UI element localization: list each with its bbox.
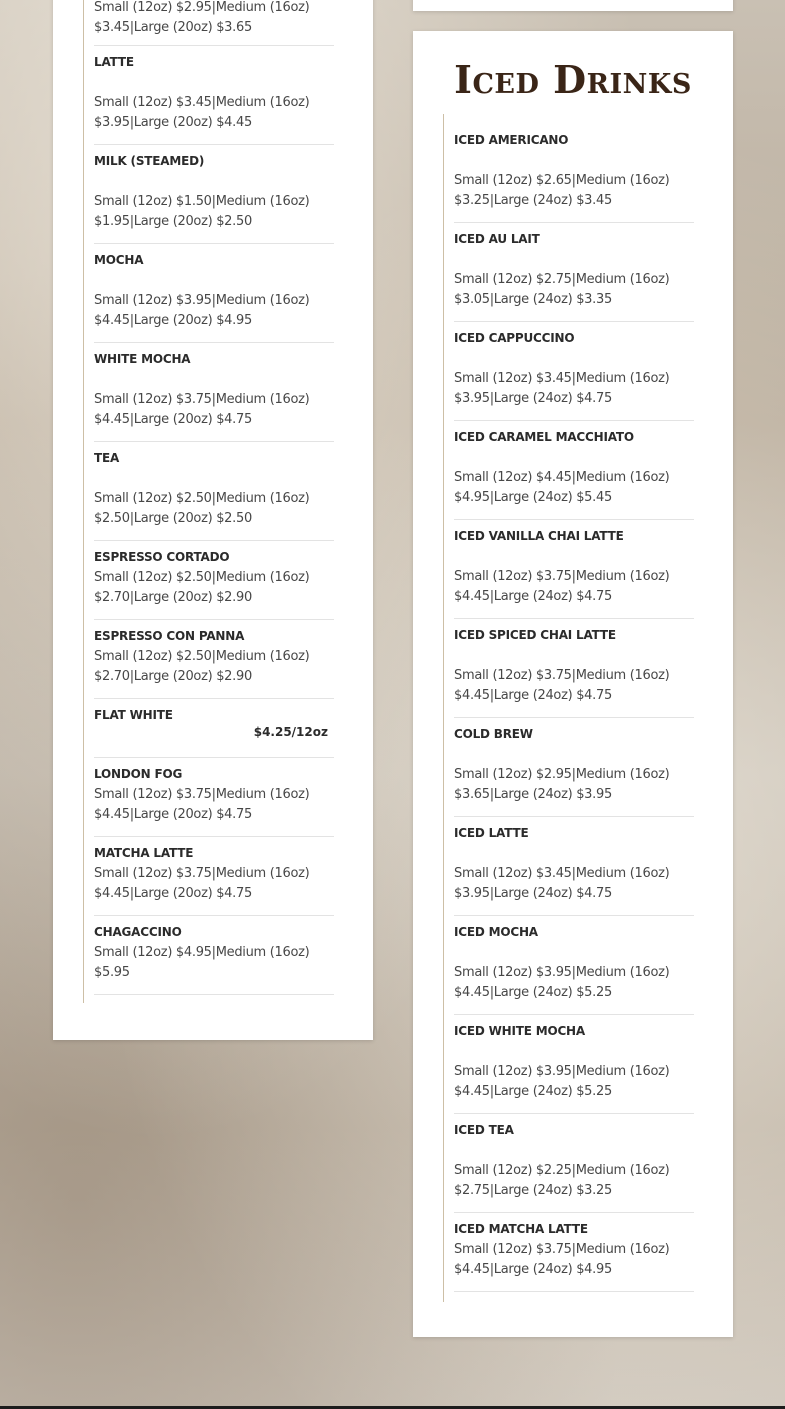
menu-item-price: Small (12oz) $3.75|Medium (16oz) $4.45|Large (20oz) $4.75: [94, 866, 310, 901]
menu-item-name: ICED WHITE MOCHA: [454, 1024, 585, 1038]
menu-item-price: Small (12oz) $3.45|Medium (16oz) $3.95|Large (20oz) $4.45: [94, 95, 310, 130]
menu-item: [94, 342, 334, 442]
menu-item-name: ICED MOCHA: [454, 925, 538, 939]
menu-item-name: ICED AU LAIT: [454, 232, 540, 246]
menu-item: [454, 618, 694, 718]
menu-item-name: ESPRESSO CORTADO: [94, 550, 230, 564]
menu-item: [94, 619, 334, 699]
menu-item: [454, 816, 694, 916]
menu-item-price: Small (12oz) $1.50|Medium (16oz) $1.95|Large (20oz) $2.50: [94, 194, 310, 229]
menu-item-price: $4.25/12oz: [253, 725, 328, 739]
menu-item: [94, 144, 334, 244]
menu-item-name: LONDON FOG: [94, 767, 183, 781]
menu-item-name: FLAT WHITE: [94, 708, 173, 722]
menu-item-price: Small (12oz) $2.50|Medium (16oz) $2.70|Large (20oz) $2.90: [94, 649, 310, 684]
menu-item-price: Small (12oz) $3.95|Medium (16oz) $4.45|Large (20oz) $4.95: [94, 293, 310, 328]
menu-item-name: MATCHA LATTE: [94, 846, 194, 860]
menu-item-price: Small (12oz) $3.45|Medium (16oz) $3.95|Large (24oz) $4.75: [454, 371, 670, 406]
menu-item-name: LATTE: [94, 55, 134, 69]
menu-item-name: ICED CAPPUCCINO: [454, 331, 575, 345]
menu-item: [454, 1212, 694, 1292]
menu-item-price: Small (12oz) $2.75|Medium (16oz) $3.05|Large (24oz) $3.35: [454, 272, 670, 307]
menu-item-name: MILK (STEAMED): [94, 154, 205, 168]
menu-item-name: ESPRESSO CON PANNA: [94, 629, 245, 643]
menu-item: [94, 698, 334, 758]
menu-item-price: Small (12oz) $2.95|Medium (16oz) $3.65|Large (24oz) $3.95: [454, 767, 670, 802]
menu-item-price: Small (12oz) $4.95|Medium (16oz) $5.95: [94, 945, 310, 980]
menu-item-price: Small (12oz) $3.75|Medium (16oz) $4.45|Large (24oz) $4.75: [454, 668, 670, 703]
hot-drinks-card: [53, 0, 373, 1040]
menu-item-price: Small (12oz) $3.75|Medium (16oz) $4.45|Large (20oz) $4.75: [94, 787, 310, 822]
menu-item: [454, 420, 694, 520]
menu-item-name: ICED SPICED CHAI LATTE: [454, 628, 616, 642]
menu-item-price: Small (12oz) $3.45|Medium (16oz) $3.95|Large (24oz) $4.75: [454, 866, 670, 901]
section-title: Iced Drinks: [454, 57, 692, 102]
menu-item-name: TEA: [94, 451, 120, 465]
iced-drinks-card: [413, 31, 733, 1337]
menu-item-name: MOCHA: [94, 253, 144, 267]
menu-item: [454, 717, 694, 817]
menu-item: [94, 243, 334, 343]
iced-drinks-list: [443, 114, 694, 1302]
menu-item-price: Small (12oz) $2.95|Medium (16oz) $3.45|Large (20oz) $3.65: [94, 0, 310, 35]
menu-item-price: Small (12oz) $4.45|Medium (16oz) $4.95|Large (24oz) $5.45: [454, 470, 670, 505]
menu-item-price: Small (12oz) $2.50|Medium (16oz) $2.50|Large (20oz) $2.50: [94, 491, 310, 526]
menu-item: [454, 1113, 694, 1213]
menu-item: [94, 45, 334, 145]
menu-item-name: ICED MATCHA LATTE: [454, 1222, 588, 1236]
menu-item-price: Small (12oz) $2.50|Medium (16oz) $2.70|Large (20oz) $2.90: [94, 570, 310, 605]
previous-section-card: [413, 0, 733, 11]
menu-item-name: COLD BREW: [454, 727, 533, 741]
menu-item-name: ICED TEA: [454, 1123, 514, 1137]
menu-item: [454, 222, 694, 322]
hot-drinks-list: [83, 0, 334, 1003]
menu-item: [94, 0, 334, 46]
menu-item: [94, 915, 334, 995]
menu-item-name: ICED LATTE: [454, 826, 529, 840]
menu-item: [454, 915, 694, 1015]
menu-item-price: Small (12oz) $3.95|Medium (16oz) $4.45|Large (24oz) $5.25: [454, 965, 670, 1000]
menu-item-name: ICED AMERICANO: [454, 133, 569, 147]
menu-item: [454, 321, 694, 421]
menu-item-price: Small (12oz) $3.75|Medium (16oz) $4.45|Large (24oz) $4.75: [454, 569, 670, 604]
menu-item-price: Small (12oz) $3.75|Medium (16oz) $4.45|Large (24oz) $4.95: [454, 1242, 670, 1277]
menu-item-price: Small (12oz) $2.25|Medium (16oz) $2.75|Large (24oz) $3.25: [454, 1163, 670, 1198]
menu-item-name: WHITE MOCHA: [94, 352, 191, 366]
menu-item-name: ICED VANILLA CHAI LATTE: [454, 529, 624, 543]
menu-item: [94, 540, 334, 620]
menu-item: [454, 114, 694, 223]
menu-item: [454, 1014, 694, 1114]
menu-item-price: Small (12oz) $3.75|Medium (16oz) $4.45|Large (20oz) $4.75: [94, 392, 310, 427]
menu-item: [94, 441, 334, 541]
menu-item: [94, 836, 334, 916]
menu-item-name: CHAGACCINO: [94, 925, 182, 939]
menu-item-price: Small (12oz) $2.65|Medium (16oz) $3.25|Large (24oz) $3.45: [454, 173, 670, 208]
menu-item-name: ICED CARAMEL MACCHIATO: [454, 430, 634, 444]
menu-item: [94, 757, 334, 837]
menu-item: [454, 519, 694, 619]
menu-item-price: Small (12oz) $3.95|Medium (16oz) $4.45|Large (24oz) $5.25: [454, 1064, 670, 1099]
